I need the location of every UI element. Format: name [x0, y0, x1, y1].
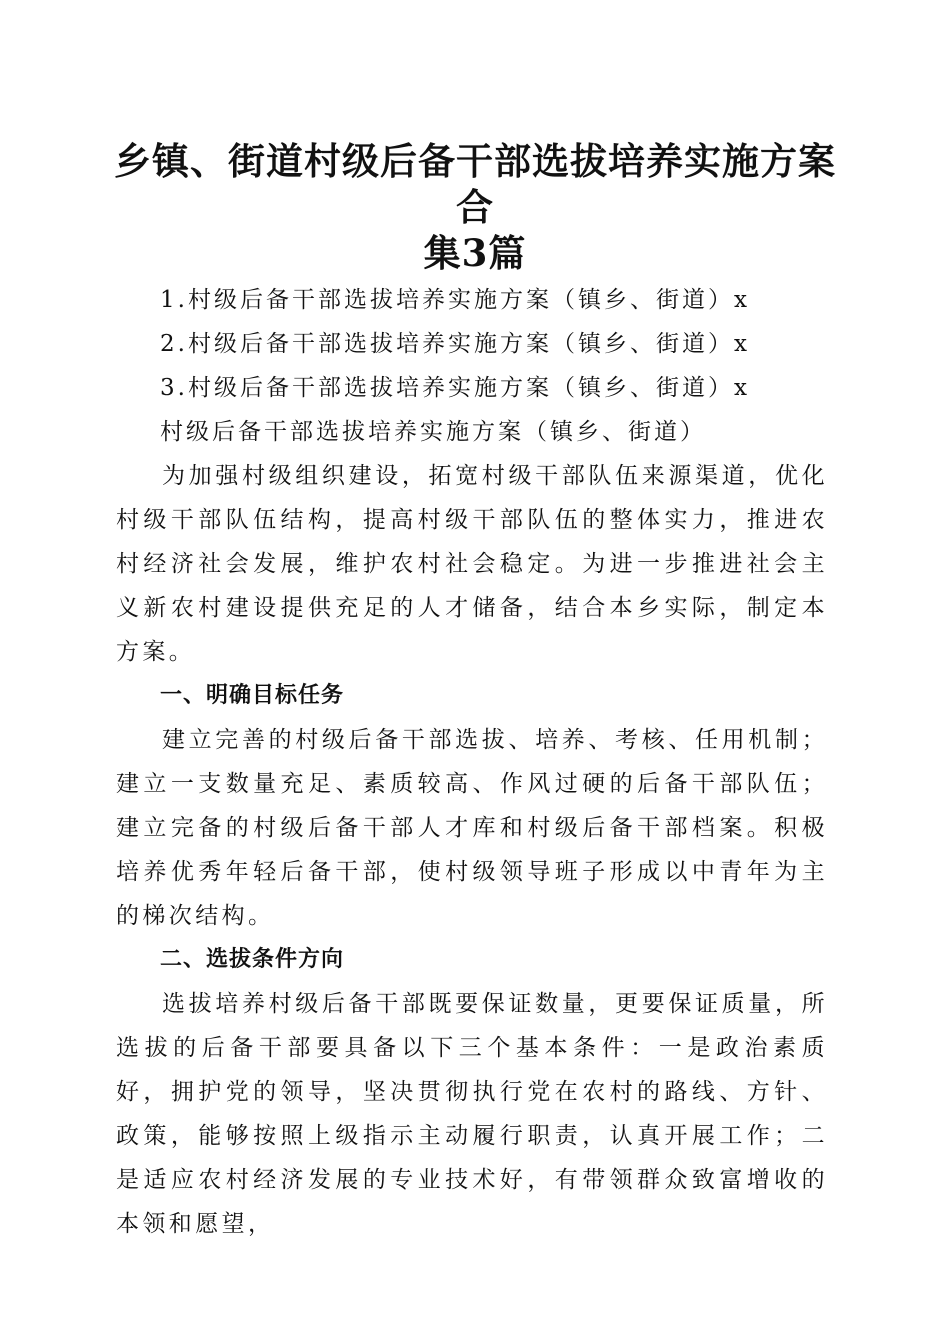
- document-title-line-2: 集3篇: [423, 231, 527, 275]
- intro-paragraph: 为加强村级组织建设，拓宽村级干部队伍来源渠道，优化村级干部队伍结构，提高村级干部队伍的整体实力，推进农村经济社会发展，维护农村社会稳定。为进一步推进社会主义新农村建设提供充足的人才储备，结合本乡实际，制定本方案。: [116, 463, 828, 665]
- document-title: [110, 138, 840, 276]
- toc-item-2: 2.村级后备干部选拔培养实施方案（镇乡、街道）x: [160, 331, 750, 357]
- section-paragraph-2: 选拔培养村级后备干部既要保证数量，更要保证质量，所选拔的后备干部要具备以下三个基本条件：一是政治素质好，拥护党的领导，坚决贯彻执行党在农村的路线、方针、政策，能够按照上级指示主动履行职责，认真开展工作；二是适应农村经济发展的专业技术好，有带领群众致富增收的本领和愿望，: [116, 991, 828, 1237]
- document-body: [116, 278, 828, 1246]
- document-title-line-1: 乡镇、街道村级后备干部选拔培养实施方案合: [114, 139, 836, 229]
- document-subtitle: 村级后备干部选拔培养实施方案（镇乡、街道）: [160, 419, 706, 445]
- toc-item-3: 3.村级后备干部选拔培养实施方案（镇乡、街道）x: [160, 375, 750, 401]
- section-heading-1: 一、明确目标任务: [160, 683, 345, 708]
- section-paragraph-1: 建立完善的村级后备干部选拔、培养、考核、任用机制；建立一支数量充足、素质较高、作风过硬的后备干部队伍；建立完备的村级后备干部人才库和村级后备干部档案。积极培养优秀年轻后备干部，使村级领导班子形成以中青年为主的梯次结构。: [116, 727, 828, 929]
- section-heading-2: 二、选拔条件方向: [160, 947, 345, 972]
- toc-item-1: 1.村级后备干部选拔培养实施方案（镇乡、街道）x: [160, 287, 750, 313]
